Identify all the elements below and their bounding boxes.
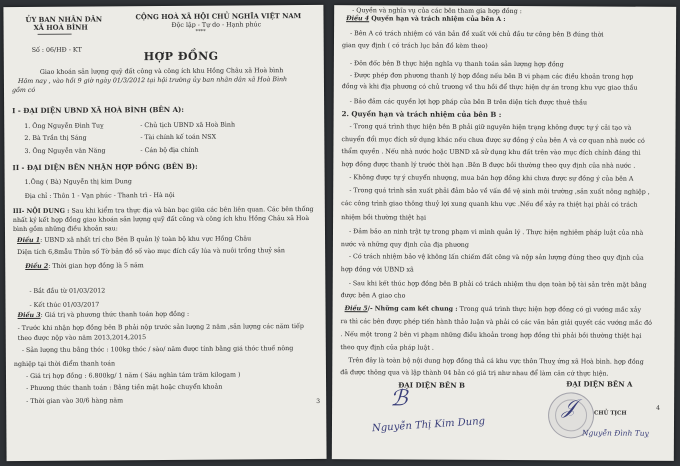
- signature-a-mark: 𝒥: [562, 394, 576, 419]
- article-3-d: - Phương thức thanh toán : Bằng tiền mặt hoặc chuyển khoản: [26, 383, 223, 392]
- article-3-e: - Thời gian vào 30/6 hàng năm: [26, 397, 124, 405]
- document-number: Số : 06/HĐ - KT: [31, 46, 82, 54]
- b-duty-6b: được bên A giao cho: [340, 292, 406, 300]
- article-5-text: /- Những cam kết chung :: [367, 305, 458, 313]
- b-duty-4: - Đảm bảo an ninh trật tự trong phạm vi mình quản lý . Thực hiện nghiêm pháp luật của nhà: [348, 228, 644, 237]
- closing-line1: Trên đây là toàn bộ nội dung hợp đồng thả cá khu vực thôn Thuỵ ứng xã Hoà bình. hợp đồng: [348, 357, 644, 366]
- article-5-line4: theo quy định của pháp luật .: [340, 344, 434, 352]
- article-3-b1: - Sản lượng thu bằng thóc : 100kg thóc / sào/ năm được tính bằng giá thóc thuế nông: [21, 345, 294, 355]
- org-name-line2: XÃ HOÀ BÌNH: [33, 23, 88, 32]
- a-duty-1b: gian quy định ( có trách lục bản đồ kèm theo): [341, 42, 488, 50]
- article-5: [345, 305, 641, 314]
- b-duty-1d: hợp đồng được thanh lý trước thời hạn .Bên B được bồi thường theo quy định của nhà nước .: [341, 161, 636, 170]
- org-underline: [38, 34, 72, 35]
- content-line1-text: Sau khi kiểm tra thực địa và bàn bạc giữa các bên liên quan. Các bên thống: [71, 205, 314, 215]
- article-5-line3: . Nếu một trong 2 bên vi phạm những điều khoản trong hợp đồng thì phải bồi thường thiệt hại: [340, 331, 642, 340]
- article-1-area: Diện tích 6,8mẫu Thửa số Tờ bản đồ số vào mục đích cấy lúa và nuôi trồng thuỷ sản: [17, 247, 285, 257]
- content-line2: nhất ký kết hợp đồng giao khoán sản lượng quỹ đất công và công ích khu Hồng Châu xã Hoà: [12, 214, 310, 225]
- content-line1: [13, 206, 314, 215]
- party-a-heading: I - ĐẠI DIỆN UBND XÃ HOÀ BÌNH (BÊN A):: [12, 104, 184, 116]
- article-3-text: : Giá trị và phương thức thanh toán hợp đồng :: [40, 310, 190, 319]
- party-b-name: 1.Ông ( Bà) Nguyễn thị kim Dung: [24, 178, 132, 186]
- document-title: HỢP ĐỒNG: [143, 49, 219, 64]
- nation-motto: Độc lập - Tự do - Hạnh phúc: [171, 21, 262, 29]
- article-4-text: Quyền hạn và trách nhiệm của bên A :: [371, 15, 506, 24]
- article-4-label: Điều 4: [346, 15, 370, 23]
- intro-line2: gồm có: [11, 86, 36, 95]
- motto-stars: ****: [195, 28, 206, 35]
- party-a-member-2-role: - Tài chính kế toán NSX: [140, 133, 217, 142]
- article-2-end: - Kết thúc 01/03/2017: [29, 301, 100, 309]
- party-a-member-1-name: 1. Ông Nguyễn Đình Tuỵ: [24, 122, 104, 130]
- a-duty-2: - Đôn đốc bên B thực hiện nghĩa vụ thanh toán sản lượng hợp đồng: [349, 60, 564, 69]
- signature-a-name: Nguyễn Đình Tuỵ: [581, 428, 649, 438]
- article-1-label: Điều 1: [17, 236, 41, 245]
- article-4: [346, 15, 506, 23]
- b-duty-1c: thẩm quyền . Nếu nhà nước hoặc UBND xã sử dụng khu đất trên vào mục đích chính đáng thì: [341, 148, 641, 157]
- rep-b-heading: ĐẠI DIỆN BÊN B: [398, 380, 466, 390]
- article-1: [17, 235, 251, 244]
- party-a-member-3-role: - Cán bộ địa chính: [140, 146, 199, 155]
- chair-title: CHỦ TỊCH: [594, 410, 627, 417]
- signature-b-name: Nguyễn Thị Kim Dung: [371, 415, 486, 435]
- article-3-a2: theo được nộp vào năm 2013,2014,2015: [17, 334, 147, 343]
- page-number-right: 4: [656, 404, 660, 412]
- content-line3: bình gồm những điều khoản sau:: [12, 225, 118, 234]
- article-2-text: : Thời gian hợp đồng là 5 năm: [48, 262, 144, 270]
- b-duty-3: - Trong quá trình sản xuất phải đảm bảo về vấn đề vệ sinh môi trường ,sản xuất nông nghiệp ,: [349, 187, 650, 196]
- article-3: [18, 311, 190, 319]
- contract-page-4: [332, 5, 676, 461]
- contract-subject: Giao khoán sản lượng quỹ đất công và công ích khu Hồng Châu xã Hoà bình: [39, 67, 284, 76]
- article-5-line2: ra thì các bên được phép tiến hành thảo luận và phải có các văn bản giải quyết các vướng mắc đó: [340, 318, 652, 327]
- obligations-intro: - Quyền và nghĩa vụ của các bên tham gia hợp đồng :: [352, 7, 522, 16]
- a-duty-3b: đồng và khi địa phương có chủ trương về thu hồi để thực hiện dự án trong khu vực giao thầu: [341, 83, 638, 92]
- b-duty-3b: các công trình giao thông thuỷ lợi xung quanh khu vực .Nếu để xảy ra thiệt hại phải có trách: [341, 200, 638, 209]
- a-duty-1: - Bên A có trách nhiệm có văn bản đề xuất với chủ đầu tư công bên B đúng thời: [350, 30, 604, 39]
- b-duty-4b: nước và những quy định của địa phương: [340, 241, 469, 249]
- article-2-label: Điều 2: [25, 262, 49, 270]
- a-duty-4: - Bảo đảm các quyền lợi hợp pháp của bên B trên diện tích được thuê thầu: [349, 98, 588, 107]
- article-1-text: : UBND xã nhất trí cho Bên B quản lý toàn bộ khu vực Hồng Châu: [40, 235, 252, 244]
- rep-a-heading: ĐẠI DIỆN BÊN A: [566, 379, 633, 389]
- b-duty-5b: hợp đồng với UBND xã: [340, 266, 414, 274]
- b-duty-2: - Không được tự ý chuyển nhượng, mua bán hợp đồng khi chưa được sự đồng ý của bên A: [349, 174, 634, 183]
- article-2: [25, 262, 144, 270]
- article-3-c: - Giá trị hợp đồng : 6.800kg/ 1 năm ( Sáu nghìn tám trăm kilogam ): [25, 371, 241, 380]
- b-duty-3c: nhiệm bồi thường thiệt hại: [341, 214, 427, 222]
- b-duty-5: - Có trách nhiệm bảo vệ không lấn chiếm đất công và nộp sản lượng đúng theo quy định của: [348, 253, 644, 262]
- nation-heading: CỘNG HOÀ XÃ HỘI CHỦ NGHĨA VIỆT NAM: [135, 12, 302, 22]
- page-number-left: 3: [316, 397, 321, 405]
- party-b-heading: II - ĐẠI DIỆN BÊN NHẬN HỢP ĐỒNG (BÊN B):: [12, 161, 198, 173]
- party-b-address: Địa chỉ : Thôn 1 - Vạn phúc - Thanh trì - Hà nội: [24, 191, 175, 200]
- a-duty-3: - Được phép đơn phương thanh lý hợp đồng nếu bên B vi phạm các điều khoản trong hợp: [349, 72, 634, 81]
- party-a-member-1-role: - Chủ tịch UBND xã Hoà Bình: [140, 121, 236, 130]
- party-a-member-2-name: 2. Bà Trần thị Sáng: [24, 134, 87, 142]
- article-3-a1: - Trước khi nhận hợp đồng bên B phải nộp trước sản lượng 2 năm ,sản lượng các năm tiếp: [17, 323, 304, 333]
- org-name-line1: ỦY BAN NHÂN DÂN: [25, 15, 103, 24]
- article-2-start: - Bắt đầu từ 01/03/2012: [29, 287, 106, 295]
- article-3-b2: nghiệp tại thời điểm thanh toán: [13, 360, 116, 369]
- b-duty-6: - Sau khi kết thúc hợp đồng bên B phải có trách nhiệm thu dọn toàn bộ tài sản trên mặt bằng: [348, 280, 647, 289]
- signature-b-mark: ℬ: [390, 386, 408, 412]
- intro-line1: Hôm nay , vào hồi 9 giờ ngày 01/3/2012 tại hội trường ủy ban nhân dân xã Hoà Bình: [17, 76, 288, 86]
- content-heading: III- NỘI DUNG :: [12, 207, 70, 216]
- b-duty-1: - Trong quá trình thực hiện bên B phải giữ nguyên hiện trạng không được tự ý cải tạo và: [349, 123, 632, 132]
- contract-page-3: [3, 5, 326, 461]
- party-a-member-3-name: 3. Ông Nguyễn văn Năng: [24, 147, 106, 155]
- article-3-label: Điều 3: [17, 311, 41, 320]
- b-duty-1b: chuyển đổi mục đích sử dụng khác nếu chưa được sự đồng ý của bên A và cơ quan nhà nước có: [341, 136, 645, 145]
- article-5-line1: Trong quá trình thực hiện hợp đồng có gì vướng mắc xảy: [459, 305, 642, 314]
- section-2-heading: 2. Quyền hạn và trách nhiệm của bên B :: [341, 109, 502, 119]
- article-5-label: Điều 5: [344, 305, 368, 313]
- closing-line2: đã được thông qua và lập thành 04 bản có giá trị như nhau để làm căn cứ thực hiện.: [340, 369, 609, 378]
